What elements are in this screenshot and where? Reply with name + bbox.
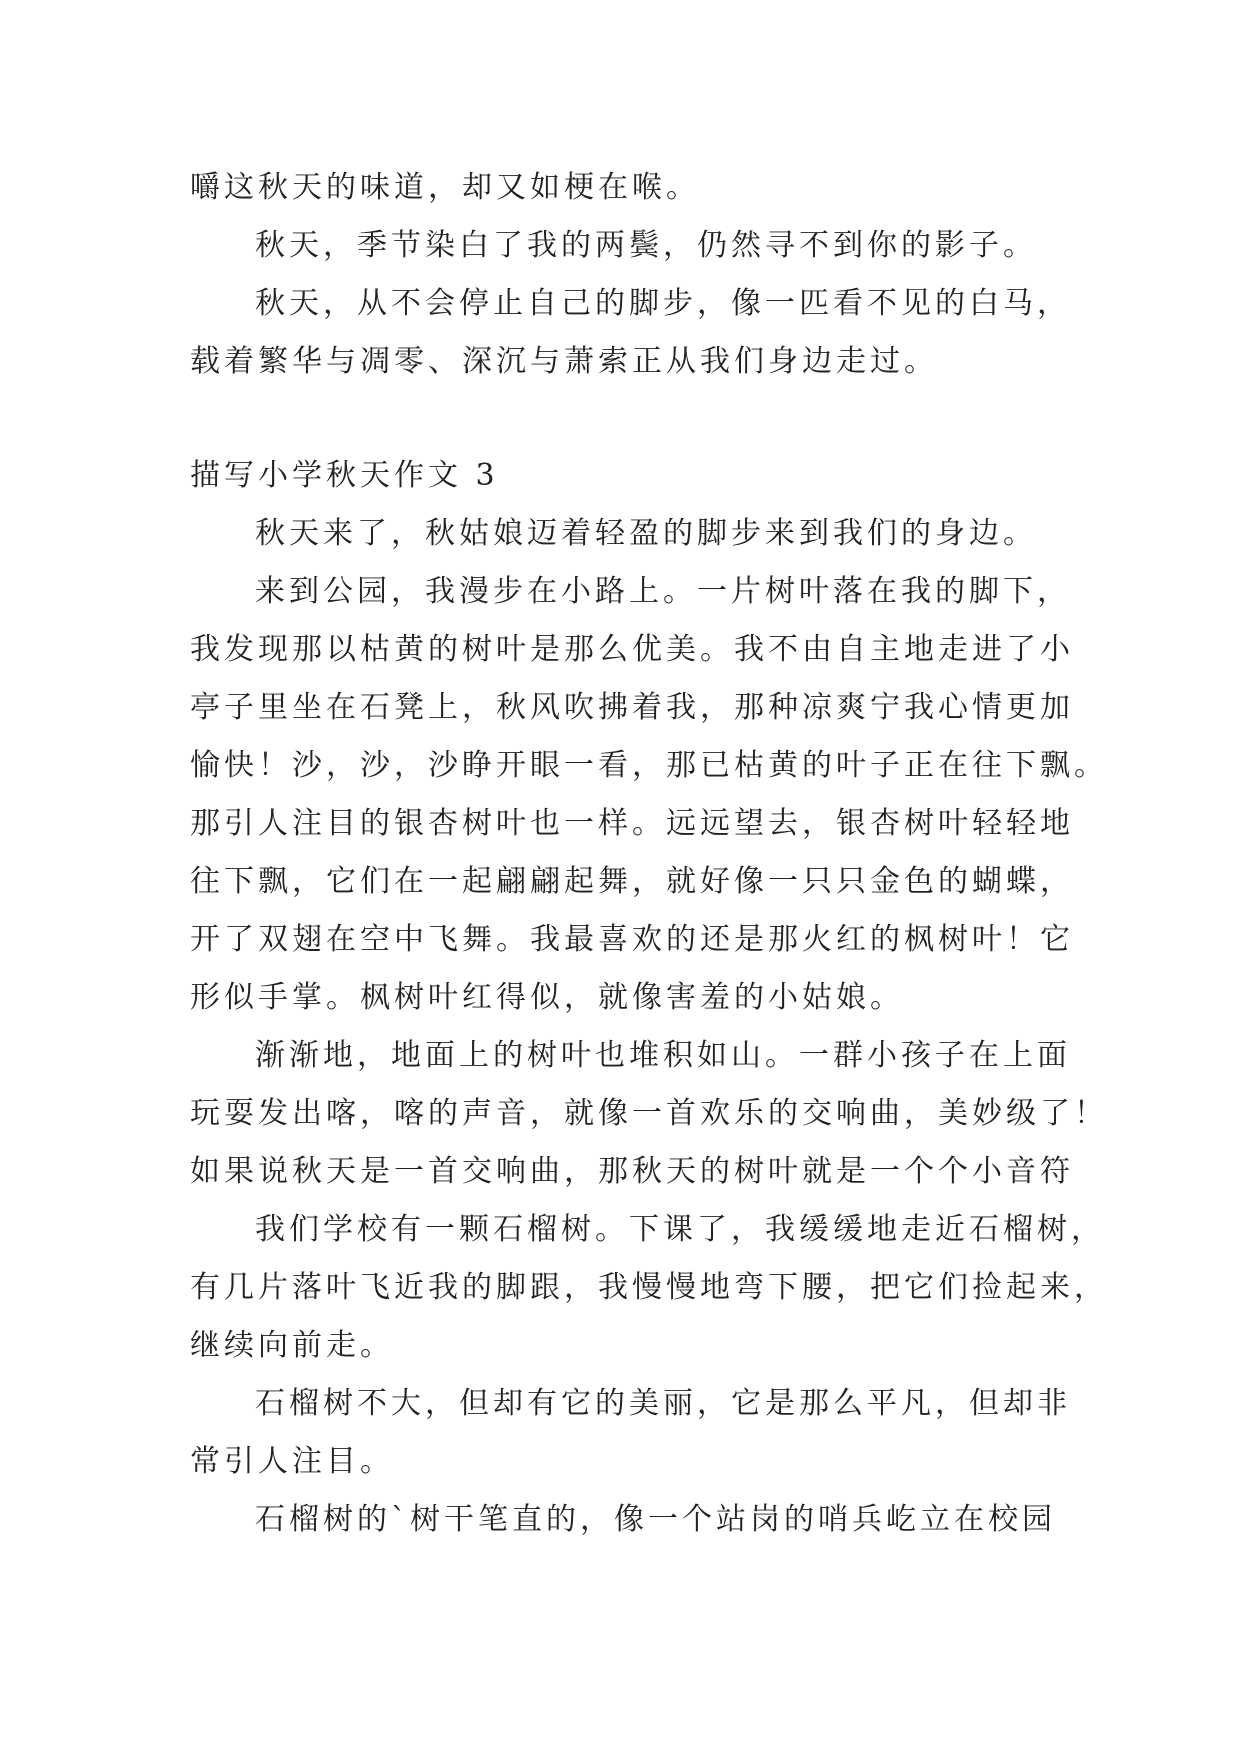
paragraph-line: 常引人注目。 [190,1444,394,1479]
section-heading: 描写小学秋天作文 3 [190,458,499,493]
paragraph-line: 秋天来了，秋姑娘迈着轻盈的脚步来到我们的身边。 [255,516,1037,551]
paragraph-line: 秋天，从不会停止自己的脚步，像一匹看不见的白马， [255,286,1071,321]
paragraph-line: 载着繁华与凋零、深沉与萧索正从我们身边走过。 [190,344,938,379]
paragraph-line: 如果说秋天是一首交响曲，那秋天的树叶就是一个个小音符 [190,1154,1074,1189]
paragraph-line: 愉快！沙，沙，沙睁开眼一看，那已枯黄的叶子正在往下飘。 [190,748,1108,783]
paragraph-line: 玩耍发出喀，喀的声音，就像一首欢乐的交响曲，美妙级了！ [190,1096,1108,1131]
paragraph-line: 往下飘，它们在一起翩翩起舞，就好像一只只金色的蝴蝶， [190,864,1074,899]
paragraph-line: 有几片落叶飞近我的脚跟，我慢慢地弯下腰，把它们捡起来， [190,1270,1108,1305]
paragraph-line: 形似手掌。枫树叶红得似，就像害羞的小姑娘。 [190,980,904,1015]
section-gap [190,391,1050,447]
paragraph-line: 那引人注目的银杏树叶也一样。远远望去，银杏树叶轻轻地 [190,806,1074,841]
document-body [190,159,1108,1549]
paragraph-line: 亭子里坐在石凳上，秋风吹拂着我，那种凉爽宁我心情更加 [190,690,1074,725]
paragraph-line: 石榴树不大，但却有它的美丽，它是那么平凡，但却非 [255,1386,1071,1421]
paragraph-line: 渐渐地，地面上的树叶也堆积如山。一群小孩子在上面 [255,1038,1071,1073]
paragraph-line: 开了双翅在空中飞舞。我最喜欢的还是那火红的枫树叶！它 [190,922,1074,957]
paragraph-line: 继续向前走。 [190,1328,394,1363]
paragraph-line: 秋天，季节染白了我的两鬓，仍然寻不到你的影子。 [255,228,1037,263]
paragraph-line: 石榴树的`树干笔直的，像一个站岗的哨兵屹立在校园 [255,1502,1056,1537]
paragraph-line: 嚼这秋天的味道，却又如梗在喉。 [190,170,700,205]
paragraph-line: 我发现那以枯黄的树叶是那么优美。我不由自主地走进了小 [190,632,1074,667]
paragraph-line: 我们学校有一颗石榴树。下课了，我缓缓地走近石榴树， [255,1212,1105,1247]
paragraph-line: 来到公园，我漫步在小路上。一片树叶落在我的脚下， [255,574,1071,609]
